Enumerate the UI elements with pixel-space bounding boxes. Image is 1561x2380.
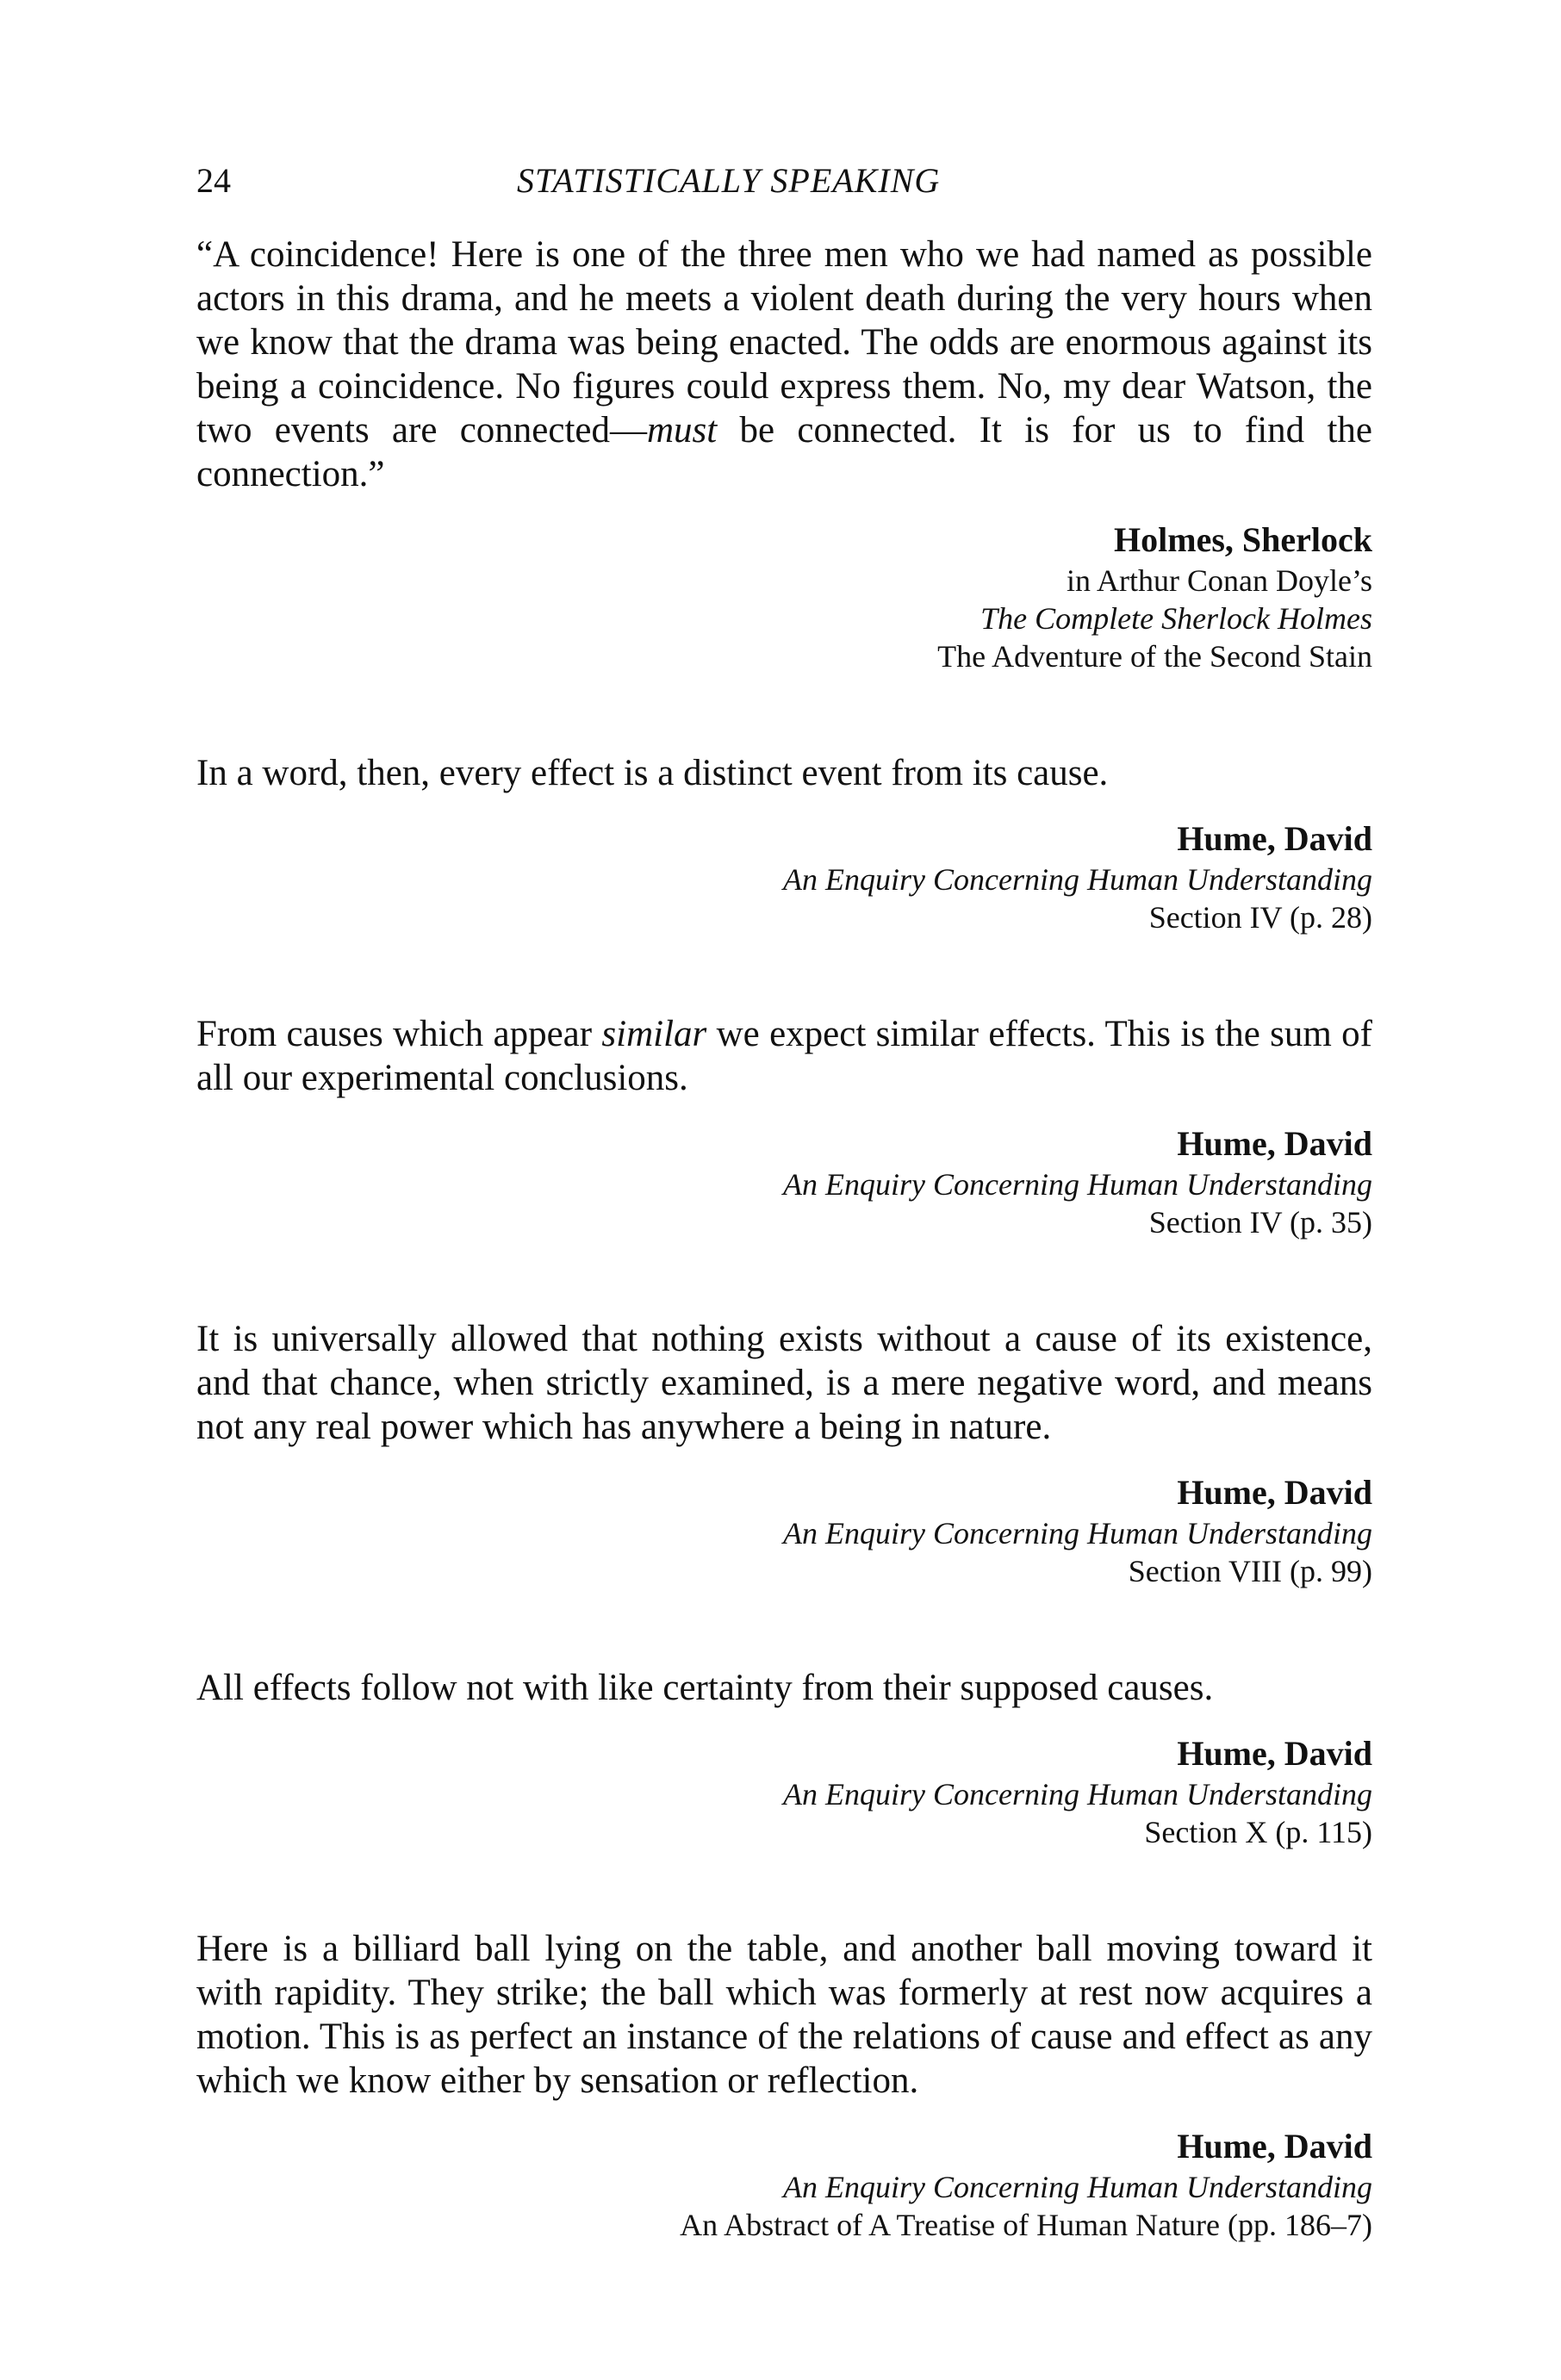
attribution <box>196 1122 1372 1241</box>
running-title: STATISTICALLY SPEAKING <box>517 161 941 200</box>
quote-text: Here is a billiard ball lying on the table, and another ball moving toward it with rapidity. They strike; the ball which was formerly at rest now acquires a motion. This is as perfect an instance of the relations of cause and effect as any which we know either by sensation or reflection. <box>196 1929 1372 2101</box>
attribution <box>196 1732 1372 1851</box>
running-head <box>196 155 1372 207</box>
source-title: The Complete Sherlock Holmes <box>980 601 1372 636</box>
emphasis: must <box>647 410 718 451</box>
quote-text: All effects follow not with like certainty from their supposed causes. <box>196 1668 1214 1708</box>
source-detail: The Adventure of the Second Stain <box>937 639 1372 674</box>
attribution <box>196 519 1372 675</box>
attribution <box>196 817 1372 936</box>
source-line: in Arthur Conan Doyle’s <box>1067 563 1372 598</box>
emphasis: similar <box>601 1014 707 1054</box>
author-name: Hume, David <box>1177 1124 1372 1163</box>
author-name: Hume, David <box>1177 1734 1372 1773</box>
quote-hume-4 <box>196 1666 1372 1851</box>
source-detail: An Abstract of A Treatise of Human Nature (pp. 186–7) <box>680 2208 1372 2242</box>
source-detail: Section VIII (p. 99) <box>1128 1554 1372 1588</box>
quote-text: From causes which appear similar we expect similar effects. This is the sum of all our experimental conclusions. <box>196 1014 1372 1098</box>
source-detail: Section IV (p. 35) <box>1148 1205 1372 1240</box>
quote-hume-2 <box>196 1012 1372 1241</box>
author-name: Hume, David <box>1177 2127 1372 2166</box>
source-title: An Enquiry Concerning Human Understanding <box>783 1516 1372 1550</box>
attribution <box>196 1471 1372 1590</box>
quote-text: In a word, then, every effect is a distinct event from its cause. <box>196 753 1109 793</box>
source-detail: Section IV (p. 28) <box>1148 900 1372 935</box>
quote-hume-3 <box>196 1317 1372 1590</box>
quote-hume-1 <box>196 751 1372 936</box>
page-number: 24 <box>196 161 231 200</box>
quote-holmes <box>196 233 1372 675</box>
quote-hume-5 <box>196 1927 1372 2244</box>
source-title: An Enquiry Concerning Human Understanding <box>783 2170 1372 2204</box>
author-name: Hume, David <box>1177 1473 1372 1512</box>
author-name: Holmes, Sherlock <box>1114 520 1372 559</box>
source-title: An Enquiry Concerning Human Understanding <box>783 1777 1372 1811</box>
source-detail: Section X (p. 115) <box>1144 1815 1372 1849</box>
source-title: An Enquiry Concerning Human Understanding <box>783 862 1372 897</box>
attribution <box>196 2125 1372 2244</box>
quote-text: It is universally allowed that nothing exists without a cause of its existence, and that chance, when strictly examined, is a mere negative word, and means not any real power which has anywhere a being in nature. <box>196 1319 1372 1447</box>
source-title: An Enquiry Concerning Human Understanding <box>783 1167 1372 1202</box>
quote-text: “A coincidence! Here is one of the three men who we had named as possible actors in this drama, and he meets a violent death during the very hours when we know that the drama was being enacted. The odds are enormous against its being a coincidence. No figures could express them. No, my dear Watson, the two events are connected—must be connected. It is for us to find the connection.” <box>196 234 1372 494</box>
author-name: Hume, David <box>1177 819 1372 858</box>
book-page <box>196 155 1372 2244</box>
